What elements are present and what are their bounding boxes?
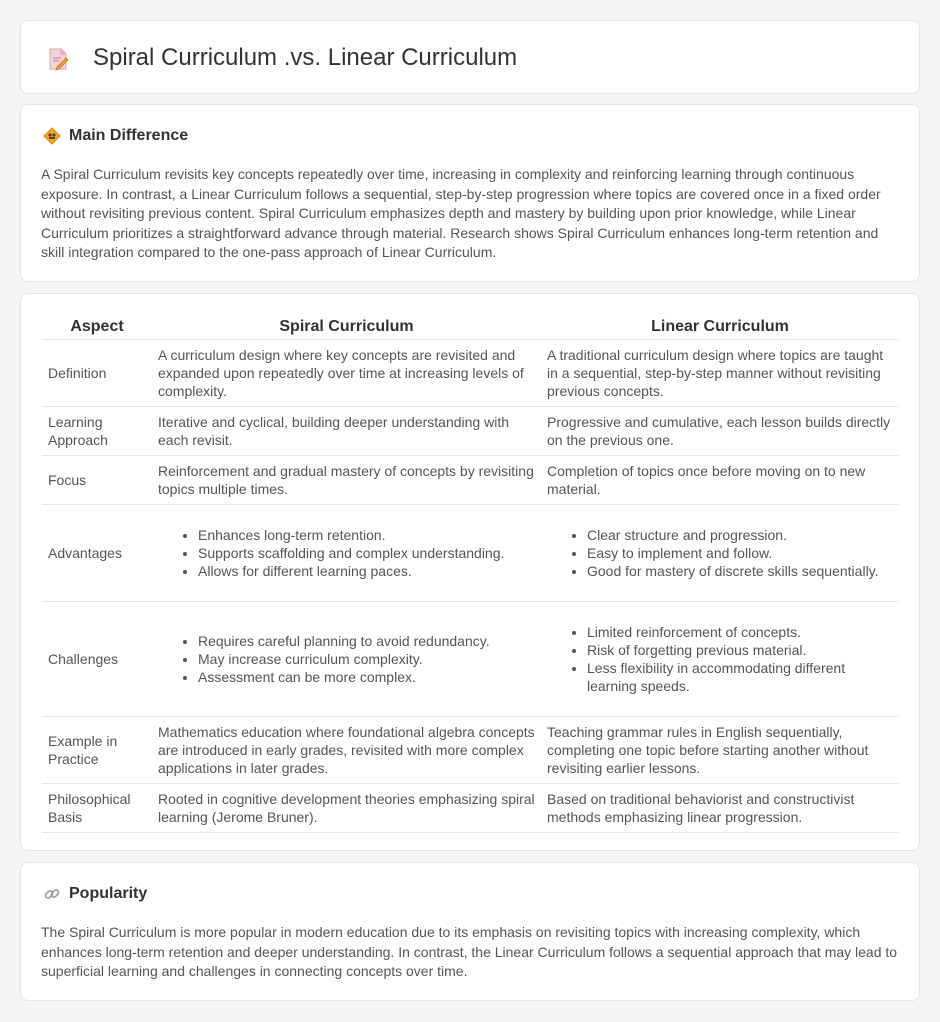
table-row — [42, 340, 899, 407]
popularity-card — [20, 862, 920, 1001]
list-item: • Allows for different learning paces. — [198, 562, 535, 580]
popularity-header — [43, 885, 147, 903]
list-item: • Less flexibility in accommodating different learning speeds. — [587, 659, 893, 695]
list-item: • Good for mastery of discrete skills sequentially. — [587, 562, 893, 580]
linear-cell: A traditional curriculum design where topics are taught in a sequential, step-by-step manner without revisiting previous concepts. — [541, 340, 899, 407]
main-difference-card — [20, 104, 920, 282]
main-difference-title: Main Difference — [69, 127, 189, 144]
linear-cell — [541, 602, 899, 717]
spiral-cell: Mathematics education where foundational algebra concepts are introduced in early grades, revisited with more complex applications in later grades. — [152, 717, 541, 784]
linear-cell — [541, 505, 899, 602]
column-header-linear: Linear Curriculum — [541, 314, 899, 340]
aspect-cell: Philosophical Basis — [42, 784, 152, 833]
spiral-cell — [152, 602, 541, 717]
spiral-cell: Reinforcement and gradual mastery of concepts by revisiting topics multiple times. — [152, 456, 541, 505]
comparison-table-card — [20, 293, 920, 851]
list-item: • Supports scaffolding and complex understanding. — [198, 544, 535, 562]
table-row — [42, 717, 899, 784]
spiral-cell — [152, 505, 541, 602]
linear-cell: Progressive and cumulative, each lesson builds directly on the previous one. — [541, 407, 899, 456]
linear-challenges-list — [547, 623, 893, 695]
table-row — [42, 602, 899, 717]
aspect-cell: Challenges — [42, 602, 152, 717]
list-item: • Assessment can be more complex. — [198, 668, 535, 686]
list-item: • Requires careful planning to avoid redundancy. — [198, 632, 535, 650]
comparison-table — [42, 314, 899, 833]
page-title: Spiral Curriculum .vs. Linear Curriculum — [93, 44, 518, 71]
table-row — [42, 784, 899, 833]
table-row — [42, 505, 899, 602]
spiral-cell: Iterative and cyclical, building deeper understanding with each revisit. — [152, 407, 541, 456]
aspect-cell: Example in Practice — [42, 717, 152, 784]
table-row — [42, 456, 899, 505]
header-card — [20, 20, 920, 94]
list-item: • Limited reinforcement of concepts. — [587, 623, 893, 641]
aspect-cell: Advantages — [42, 505, 152, 602]
aspect-cell: Learning Approach — [42, 407, 152, 456]
main-difference-header — [43, 127, 188, 145]
list-item: • Risk of forgetting previous material. — [587, 641, 893, 659]
diamond-sign-icon — [43, 127, 61, 145]
spiral-cell: Rooted in cognitive development theories emphasizing spiral learning (Jerome Bruner). — [152, 784, 541, 833]
spiral-challenges-list — [158, 632, 535, 686]
column-header-spiral: Spiral Curriculum — [152, 314, 541, 340]
linear-cell: Completion of topics once before moving on to new material. — [541, 456, 899, 505]
popularity-title: Popularity — [69, 885, 148, 902]
aspect-cell: Definition — [42, 340, 152, 407]
popularity-text: The Spiral Curriculum is more popular in modern education due to its emphasis on revisiting topics with increasing complexity, which enhances long-term retention and deeper understanding. In contrast, the Linear Curriculum follows a sequential approach that may lead to superficial learning and challenges in connecting concepts over time. — [41, 924, 898, 979]
list-item: • May increase curriculum complexity. — [198, 650, 535, 668]
linear-advantages-list — [547, 526, 893, 580]
spiral-cell: A curriculum design where key concepts are revisited and expanded upon repeatedly over time at increasing levels of complexity. — [152, 340, 541, 407]
linear-cell: Based on traditional behaviorist and constructivist methods emphasizing linear progression. — [541, 784, 899, 833]
linear-cell: Teaching grammar rules in English sequentially, completing one topic before starting another without revisiting earlier lessons. — [541, 717, 899, 784]
list-item: • Easy to implement and follow. — [587, 544, 893, 562]
aspect-cell: Focus — [42, 456, 152, 505]
document-edit-icon — [47, 47, 69, 71]
spiral-advantages-list — [158, 526, 535, 580]
table-header-row — [42, 314, 899, 340]
list-item: • Enhances long-term retention. — [198, 526, 535, 544]
column-header-aspect: Aspect — [42, 314, 152, 340]
table-row — [42, 407, 899, 456]
main-difference-text: A Spiral Curriculum revisits key concepts repeatedly over time, increasing in complexity and reinforcing learning through continuous exposure. In contrast, a Linear Curriculum follows a sequential, step-by-step progression where topics are covered once in a fixed order without revisiting previous content. Spiral Curriculum emphasizes depth and mastery by building upon prior knowledge, while Linear Curriculum prioritizes a straightforward advance through material. Research shows Spiral Curriculum enhances long-term retention and skill integration compared to the one-pass approach of Linear Curriculum. — [41, 166, 881, 260]
link-icon — [43, 885, 61, 903]
list-item: • Clear structure and progression. — [587, 526, 893, 544]
